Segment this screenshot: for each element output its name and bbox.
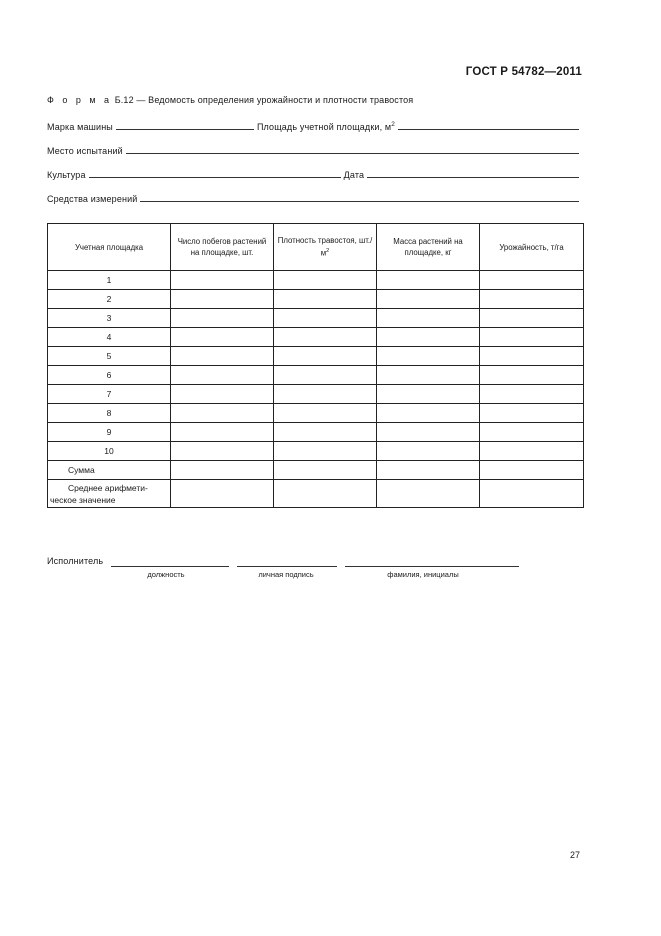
cell-density[interactable] <box>274 404 377 423</box>
machine-blank[interactable] <box>116 120 254 130</box>
table-row <box>48 404 584 423</box>
cell-density[interactable] <box>274 347 377 366</box>
cell-shoots[interactable] <box>171 423 274 442</box>
table-row <box>48 385 584 404</box>
crop-date-row <box>47 168 579 180</box>
place-row <box>47 144 579 156</box>
header-density: Плотность травостоя, $шт./м^2$ <box>274 224 377 271</box>
row-number: 4 <box>48 328 171 347</box>
table-row <box>48 328 584 347</box>
instruments-label: Средства измерений <box>47 194 138 204</box>
sum-row <box>48 461 584 480</box>
cell-shoots[interactable] <box>171 271 274 290</box>
place-blank[interactable] <box>126 144 579 154</box>
place-label: Место испытаний <box>47 146 123 156</box>
header-plot: Учетная площадка <box>48 224 171 271</box>
cell-shoots[interactable] <box>171 385 274 404</box>
document-code: ГОСТ Р 54782—2011 <box>465 66 582 78</box>
signature-caption: личная подпись <box>258 570 314 579</box>
row-number: 1 <box>48 271 171 290</box>
cell-yield[interactable] <box>480 271 584 290</box>
crop-label: Культура <box>47 170 86 180</box>
cell-mass[interactable] <box>377 290 480 309</box>
measurement-table <box>47 223 584 508</box>
row-number: 3 <box>48 309 171 328</box>
cell-mass[interactable] <box>377 385 480 404</box>
header-shoots: Число побегов растений на площадке, шт. <box>171 224 274 271</box>
table-row <box>48 271 584 290</box>
cell-yield[interactable] <box>480 347 584 366</box>
cell-mass[interactable] <box>377 423 480 442</box>
area-label: Площадь учетной площадки, $м^2$ <box>256 121 395 132</box>
cell-shoots[interactable] <box>171 366 274 385</box>
form-prefix: Ф о р м а <box>47 95 113 105</box>
table-row <box>48 366 584 385</box>
cell-yield[interactable] <box>480 328 584 347</box>
cell-yield[interactable] <box>480 290 584 309</box>
executor-label: Исполнитель <box>47 556 104 566</box>
cell-mass[interactable] <box>377 328 480 347</box>
cell-density[interactable] <box>274 461 377 480</box>
cell-mass[interactable] <box>377 404 480 423</box>
cell-shoots[interactable] <box>171 290 274 309</box>
cell-yield[interactable] <box>480 461 584 480</box>
cell-yield[interactable] <box>480 404 584 423</box>
cell-shoots[interactable] <box>171 309 274 328</box>
row-number: 6 <box>48 366 171 385</box>
header-yield: Урожайность, т/га <box>480 224 584 271</box>
cell-density[interactable] <box>274 309 377 328</box>
machine-area-row <box>47 120 579 132</box>
cell-shoots[interactable] <box>171 347 274 366</box>
row-number: 2 <box>48 290 171 309</box>
name-blank[interactable] <box>345 566 519 567</box>
cell-density[interactable] <box>274 366 377 385</box>
table-row <box>48 309 584 328</box>
date-label: Дата <box>343 170 365 180</box>
table-row <box>48 347 584 366</box>
instruments-blank[interactable] <box>140 192 579 202</box>
cell-mass[interactable] <box>377 366 480 385</box>
table-row <box>48 442 584 461</box>
row-number: 8 <box>48 404 171 423</box>
sum-label: Сумма <box>48 461 171 480</box>
cell-yield[interactable] <box>480 309 584 328</box>
cell-yield[interactable] <box>480 480 584 508</box>
page-number: 27 <box>569 850 580 860</box>
form-title: Б.12 — Ведомость определения урожайности и плотности травостоя <box>114 95 414 105</box>
cell-mass[interactable] <box>377 309 480 328</box>
table-header-row <box>48 224 584 271</box>
average-label: Среднее арифмети- ческое значение <box>48 480 171 508</box>
cell-density[interactable] <box>274 328 377 347</box>
position-caption: должность <box>147 570 185 579</box>
cell-yield[interactable] <box>480 423 584 442</box>
cell-density[interactable] <box>274 290 377 309</box>
machine-label: Марка машины <box>47 122 113 132</box>
cell-density[interactable] <box>274 480 377 508</box>
cell-density[interactable] <box>274 442 377 461</box>
average-row <box>48 480 584 508</box>
cell-mass[interactable] <box>377 442 480 461</box>
header-mass: Масса растений на площадке, кг <box>377 224 480 271</box>
cell-shoots[interactable] <box>171 404 274 423</box>
cell-yield[interactable] <box>480 366 584 385</box>
crop-blank[interactable] <box>89 168 341 178</box>
row-number: 9 <box>48 423 171 442</box>
position-blank[interactable] <box>111 566 229 567</box>
table-row <box>48 423 584 442</box>
row-number: 5 <box>48 347 171 366</box>
cell-mass[interactable] <box>377 347 480 366</box>
cell-density[interactable] <box>274 423 377 442</box>
cell-shoots[interactable] <box>171 461 274 480</box>
cell-mass[interactable] <box>377 461 480 480</box>
cell-yield[interactable] <box>480 442 584 461</box>
table-row <box>48 290 584 309</box>
instruments-row <box>47 192 579 204</box>
name-caption: фамилия, инициалы <box>387 570 459 579</box>
area-blank[interactable] <box>398 120 579 130</box>
cell-yield[interactable] <box>480 385 584 404</box>
cell-mass[interactable] <box>377 271 480 290</box>
cell-shoots[interactable] <box>171 442 274 461</box>
row-number: 10 <box>48 442 171 461</box>
cell-mass[interactable] <box>377 480 480 508</box>
signature-blank[interactable] <box>237 566 337 567</box>
cell-density[interactable] <box>274 271 377 290</box>
form-caption <box>47 95 413 105</box>
row-number: 7 <box>48 385 171 404</box>
cell-density[interactable] <box>274 385 377 404</box>
date-blank[interactable] <box>367 168 579 178</box>
cell-shoots[interactable] <box>171 328 274 347</box>
cell-shoots[interactable] <box>171 480 274 508</box>
